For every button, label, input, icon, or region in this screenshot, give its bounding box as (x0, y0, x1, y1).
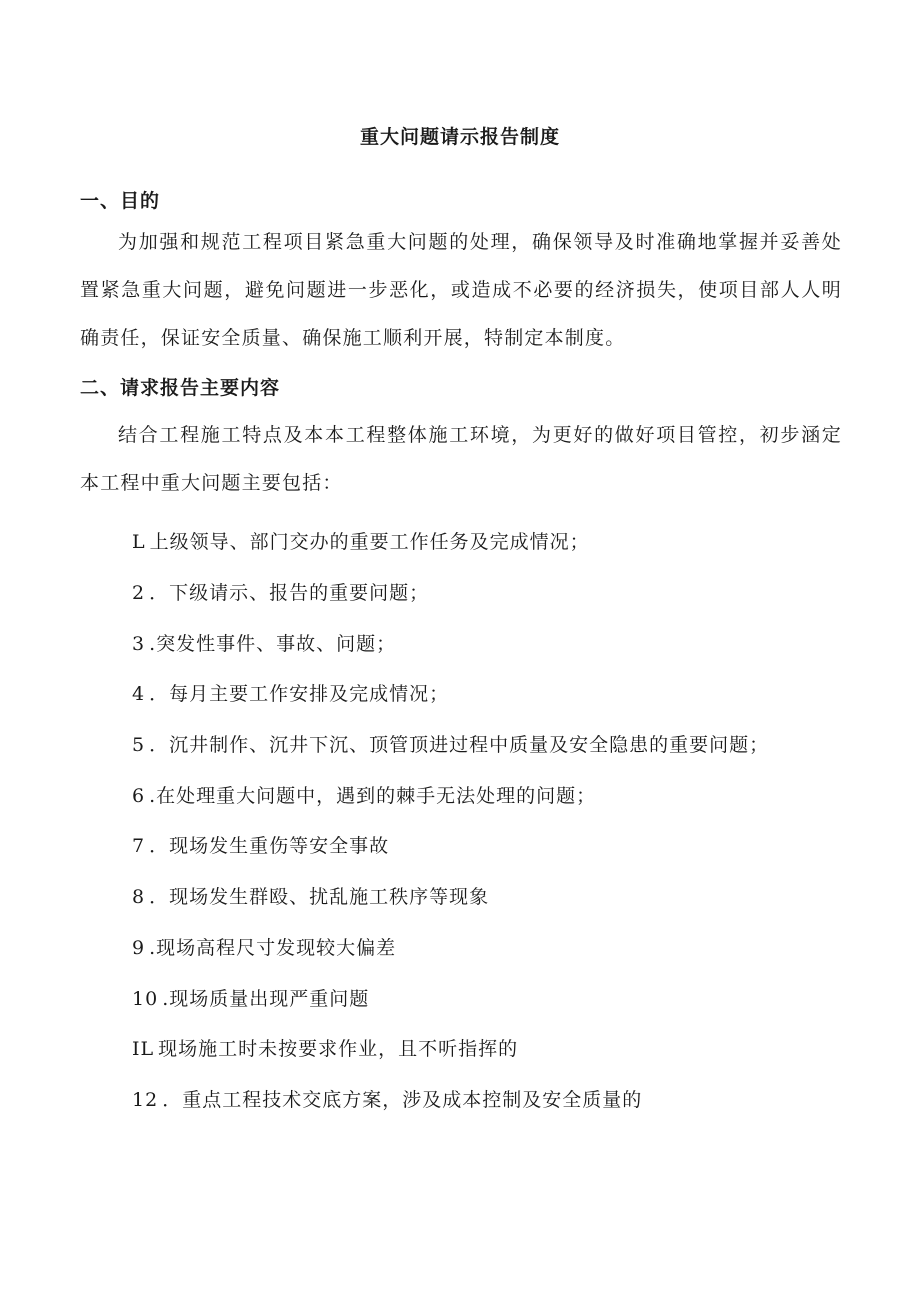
list-item-text: .突发性事件、事故、问题； (149, 633, 397, 655)
list-item-text: ．每月主要工作安排及完成情况； (149, 683, 450, 705)
list-item (132, 527, 590, 554)
list-item-text: .在处理重大问题中，遇到的棘手无法处理的问题； (149, 785, 597, 807)
list-item-number: 9 (132, 937, 146, 959)
list-item-text: ．下级请示、报告的重要问题； (149, 582, 430, 604)
section-heading-purpose: 一、目的 (80, 190, 161, 212)
list-item-text: .现场高程尺寸发现较大偏差 (149, 937, 397, 959)
list-item (132, 984, 369, 1011)
list-item (132, 882, 489, 909)
section-paragraph-purpose: 为加强和规范工程项目紧急重大问题的处理，确保领导及时准确地掌握并妥善处置紧急重大问题，避免问题进一步恶化，或造成不必要的经济损失，使项目部人人明确责任，保证安全质量、确保施工顺利开展，特制定本制度。 (80, 231, 842, 349)
list-item (132, 578, 429, 605)
list-item (132, 831, 389, 858)
list-item-text: ．现场发生群殴、扰乱施工秩序等现象 (149, 886, 490, 908)
list-item-text: .现场质量出现严重问题 (162, 988, 370, 1010)
list-item-number: L (132, 531, 146, 553)
list-item-number: 3 (132, 633, 146, 655)
list-item-text: ．现场发生重伤等安全事故 (149, 835, 390, 857)
list-item-number: 6 (132, 785, 146, 807)
list-item-number: 12 (132, 1089, 159, 1111)
section-heading-report-content: 二、请求报告主要内容 (80, 377, 281, 399)
list-item-text: ．沉井制作、沉井下沉、顶管顶进过程中质量及安全隐患的重要问题； (149, 734, 770, 756)
section-paragraph-report-content: 结合工程施工特点及本本工程整体施工环境，为更好的做好项目管控，初步涵定本工程中重大问题主要包括： (80, 424, 842, 494)
document-title: 重大问题请示报告制度 (359, 126, 560, 148)
list-item (132, 781, 596, 808)
list-item-text: 现场施工时未按要求作业，且不听指挥的 (158, 1038, 519, 1060)
list-item-number: 10 (132, 988, 159, 1010)
list-item (132, 1034, 518, 1061)
list-item (132, 730, 769, 757)
list-item-number: 5 (132, 734, 146, 756)
list-item (132, 629, 396, 656)
list-item-number: IL (132, 1038, 155, 1060)
list-item-text: ．重点工程技术交底方案，涉及成本控制及安全质量的 (162, 1089, 643, 1111)
list-item-number: 4 (132, 683, 146, 705)
list-item-number: 8 (132, 886, 146, 908)
list-item (132, 679, 449, 706)
list-item-number: 2 (132, 582, 146, 604)
list-item-text: 上级领导、部门交办的重要工作任务及完成情况； (149, 531, 590, 553)
list-item (132, 933, 396, 960)
list-item-number: 7 (132, 835, 146, 857)
list-item (132, 1085, 642, 1112)
